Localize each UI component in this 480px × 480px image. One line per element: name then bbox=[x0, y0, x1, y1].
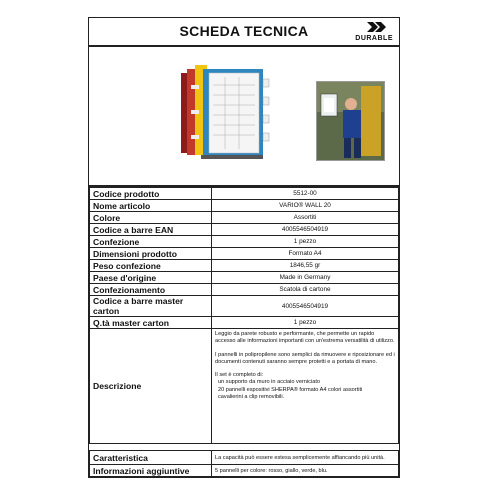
spec-row bbox=[90, 317, 399, 329]
description-row bbox=[90, 329, 399, 444]
spec-value: 1 pezzo bbox=[212, 236, 399, 248]
spec-label: Paese d'origine bbox=[90, 272, 212, 284]
table-spacer-cell bbox=[90, 444, 399, 451]
technical-sheet bbox=[88, 17, 400, 478]
set-item: cavalierini a clip removibili. bbox=[218, 394, 285, 401]
product-photo-area bbox=[89, 47, 399, 187]
table-spacer bbox=[90, 444, 399, 451]
spec-row bbox=[90, 272, 399, 284]
description-label: Descrizione bbox=[90, 329, 212, 444]
spec-value: 4005546504919 bbox=[212, 296, 399, 317]
brand-chevron-icon bbox=[367, 22, 389, 32]
spec-row bbox=[90, 212, 399, 224]
info-row bbox=[90, 465, 399, 477]
spec-label: Codice a barre master carton bbox=[90, 296, 212, 317]
info-label: Informazioni aggiuntive bbox=[90, 465, 212, 477]
spec-row bbox=[90, 224, 399, 236]
spec-value: 5512-00 bbox=[212, 188, 399, 200]
set-intro: Il set è completo di: bbox=[215, 372, 264, 379]
caratteristica-row bbox=[90, 451, 399, 465]
set-item: 20 pannelli espositivi SHERPA® formato A4 colori assortiti bbox=[218, 386, 363, 393]
spec-label: Codice a barre EAN bbox=[90, 224, 212, 236]
caratteristica-label: Caratteristica bbox=[90, 451, 212, 465]
spec-value: 4005546504919 bbox=[212, 224, 399, 236]
spec-row bbox=[90, 260, 399, 272]
spec-row bbox=[90, 188, 399, 200]
brand-logo bbox=[335, 22, 393, 42]
spec-row bbox=[90, 296, 399, 317]
description-text bbox=[212, 329, 399, 444]
info-value: 5 pannelli per colore: rosso, giallo, verde, blu. bbox=[212, 465, 399, 477]
product-image bbox=[173, 55, 283, 170]
brand-name: DURABLE bbox=[355, 35, 393, 42]
sheet-header bbox=[89, 18, 399, 47]
spec-value: Scatola di cartone bbox=[212, 284, 399, 296]
spec-row bbox=[90, 248, 399, 260]
spec-label: Dimensioni prodotto bbox=[90, 248, 212, 260]
spec-value: Formato A4 bbox=[212, 248, 399, 260]
spec-row bbox=[90, 236, 399, 248]
spec-label: Confezionamento bbox=[90, 284, 212, 296]
spec-label: Q.tà master carton bbox=[90, 317, 212, 329]
set-item: un supporto da muro in acciaio verniciato bbox=[218, 379, 320, 386]
spec-row bbox=[90, 200, 399, 212]
spec-value: Assortiti bbox=[212, 212, 399, 224]
spec-value: 1846,55 gr bbox=[212, 260, 399, 272]
spec-label: Nome articolo bbox=[90, 200, 212, 212]
caratteristica-value: La capacità può essere estesa semplicemente affiancando più unità. bbox=[212, 451, 399, 465]
spec-label: Peso confezione bbox=[90, 260, 212, 272]
sheet-title: SCHEDA TECNICA bbox=[179, 23, 309, 39]
spec-label: Codice prodotto bbox=[90, 188, 212, 200]
description-paragraph: Leggio da parete robusto e performante, che permette un rapido accesso alle informazioni importanti con un'estrema versatilità di utilizzo. bbox=[215, 331, 395, 345]
spec-value: VARIO® WALL 20 bbox=[212, 200, 399, 212]
spec-label: Colore bbox=[90, 212, 212, 224]
description-paragraph: I pannelli in polipropilene sono semplici da rimuovere e riposizionare ed i documenti contenuti saranno sempre protetti e a portata di mano. bbox=[215, 351, 395, 365]
set-list bbox=[215, 379, 395, 401]
spec-value: 1 pezzo bbox=[212, 317, 399, 329]
usage-photo bbox=[316, 81, 385, 161]
spec-row bbox=[90, 284, 399, 296]
spec-value: Made in Germany bbox=[212, 272, 399, 284]
spec-label: Confezione bbox=[90, 236, 212, 248]
spec-table bbox=[89, 187, 399, 477]
